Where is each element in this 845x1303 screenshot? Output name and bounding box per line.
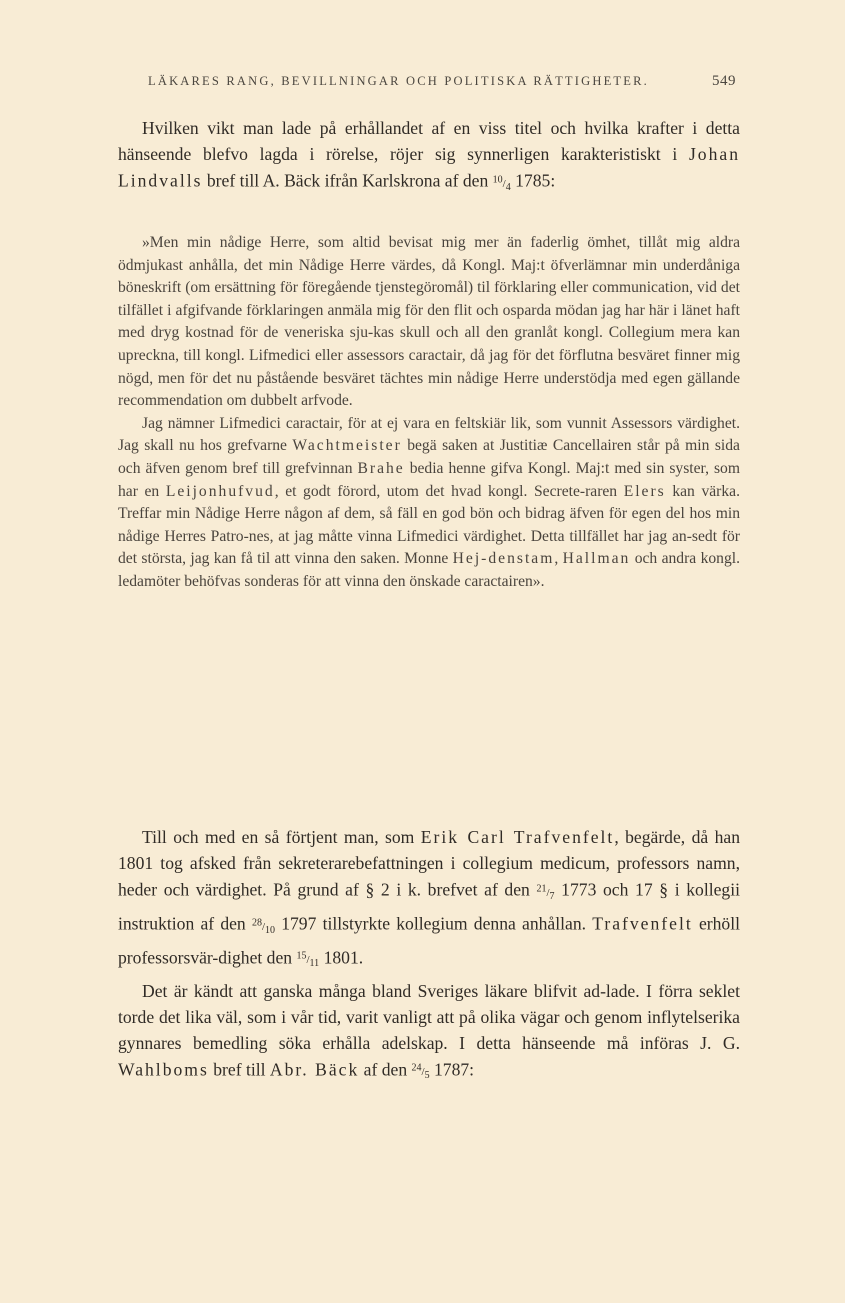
text-run: 1773 och 17 § i kollegii instruktion af den <box>118 879 740 934</box>
text-run: , et godt förord, utom det hvad kongl. Secrete-raren <box>274 482 624 500</box>
fraction-numerator: 28 <box>251 916 262 928</box>
date-fraction: 21/7 <box>536 883 555 902</box>
fraction-numerator: 21 <box>536 883 547 894</box>
date-fraction: 10/4 <box>492 174 511 194</box>
text-run: 1785: <box>510 170 556 191</box>
text-run: Hvilken vikt man lade på erhållandet af en viss titel och hvilka krafter i detta hänseende blefvo lagda i rörelse, röjer sig synnerligen karakteristiskt i <box>118 118 740 164</box>
text-run: och andra kongl. ledamöter behöfvas sonderas för att vinna den önskade caractairen». <box>118 550 740 590</box>
person-name: Elers <box>623 482 666 500</box>
text-run: , <box>554 550 563 568</box>
text-run: bref till A. Bäck ifrån Karlskrona af den <box>202 170 493 191</box>
text-run: bedia henne gifva Kongl. Maj:t med sin syster, som har en <box>118 459 740 500</box>
text-run: Jag nämner Lifmedici caractair, för at ej vara en feltskiär lik, som vunnit Assessors värdighet. Jag skall nu hos grefvarne <box>118 414 740 455</box>
fraction-denominator: 7 <box>549 890 555 902</box>
person-name: Abr. Bäck <box>269 1059 360 1080</box>
fraction-numerator: 24 <box>411 1062 422 1074</box>
fraction-denominator: 10 <box>265 924 275 936</box>
fraction-denominator: 11 <box>309 958 320 970</box>
main-text-block <box>118 824 740 1089</box>
text-run: kan värka. Treffar min Nådige Herre någon af dem, så fäll en god bön och bidrag äfven för egen del hos min nådige Herres Patro-nes, at jag måtte vinna Lifmedici värdighet. Detta tillfället har jag an-sedt för det största, jag kan få til att vinna den saken. Monne <box>118 482 740 568</box>
text-run: 1801. <box>319 947 364 968</box>
fraction-denominator: 4 <box>505 182 511 194</box>
fraction-numerator: 10 <box>492 174 503 186</box>
date-fraction: 28/10 <box>251 916 275 936</box>
running-title: LÄKARES RANG, BEVILLNINGAR OCH POLITISKA RÄTTIGHETER. <box>148 74 649 88</box>
date-fraction: 15/11 <box>296 950 320 970</box>
letter-quote <box>118 232 740 594</box>
text-run: af den <box>359 1059 412 1080</box>
person-name: Johan Lindvalls <box>118 143 740 191</box>
text-run: 1797 tillstyrkte kollegium denna anhållan. <box>275 913 593 934</box>
fraction-numerator: 15 <box>296 950 307 962</box>
person-name: Wachtmeister <box>292 437 402 455</box>
person-name: Erik Carl Trafvenfelt <box>420 827 615 847</box>
person-name: Brahe <box>357 459 405 477</box>
text-run: bref till <box>208 1059 270 1080</box>
paragraph-nobility <box>118 978 740 1090</box>
paragraph-trafvenfelt <box>118 824 740 978</box>
date-fraction: 24/5 <box>411 1062 430 1082</box>
person-name: Wahlboms <box>118 1059 209 1080</box>
intro-paragraph-block <box>118 116 740 201</box>
person-name: Trafvenfelt <box>592 913 693 934</box>
text-run: begä saken at Justitiæ Cancellairen står på min sida och äfven genom bref till grefvinnan <box>118 437 740 477</box>
person-name: Hallman <box>562 550 631 568</box>
text-run: 1787: <box>429 1059 475 1080</box>
text-run: Det är kändt att ganska många bland Sveriges läkare blifvit ad-lade. I förra seklet torde det lika väl, som i vår tid, varit vanligt att på olika vägar och genom inflytelserika gynnares bemedling söka erhålla adelskap. I detta hänseende må införas J. G. <box>118 980 740 1053</box>
text-run: , begärde, då han 1801 tog afsked från sekreterarebefattningen i collegium medicum, professors namn, heder och värdighet. På grund af § 2 i k. brefvet af den <box>118 827 740 900</box>
quote-paragraph-1: »Men min nådige Herre, som altid bevisat mig mer än faderlig ömhet, tillåt mig aldra ödmjukast anhålla, det min Nådige Herre värdes, då Kongl. Maj:t öfverlämnar min underdåniga böneskrift (om ersättning för föregående tjenstegöromål) til förklaring eller communication, vid det tilfället i afgifvande förklaringen anmäla mig för den flit och osparda mödan jag har här i länet haft med dryg kostnad för de veneriska sju-kas skull och all den granlåt kongl. Collegium mera kan upreckna, till kongl. Lifmedici eller assessors caractair, då jag för det förflutna besväret finner mig nögd, men för det nu påstående besväret tächtes min nådige Herre understödja med egen gällande recommendation om dubbelt arfvode. <box>118 234 740 410</box>
text-run: erhöll professorsvär-dighet den <box>118 913 740 968</box>
quote-paragraph-2 <box>118 413 740 594</box>
text-run: Till och med en så förtjent man, som <box>142 827 421 847</box>
page-number: 549 <box>712 73 736 89</box>
person-name: Hej-denstam <box>452 550 555 568</box>
person-name: Leijonhufvud <box>165 482 275 500</box>
paragraph-intro <box>118 116 740 201</box>
fraction-denominator: 5 <box>424 1070 430 1082</box>
